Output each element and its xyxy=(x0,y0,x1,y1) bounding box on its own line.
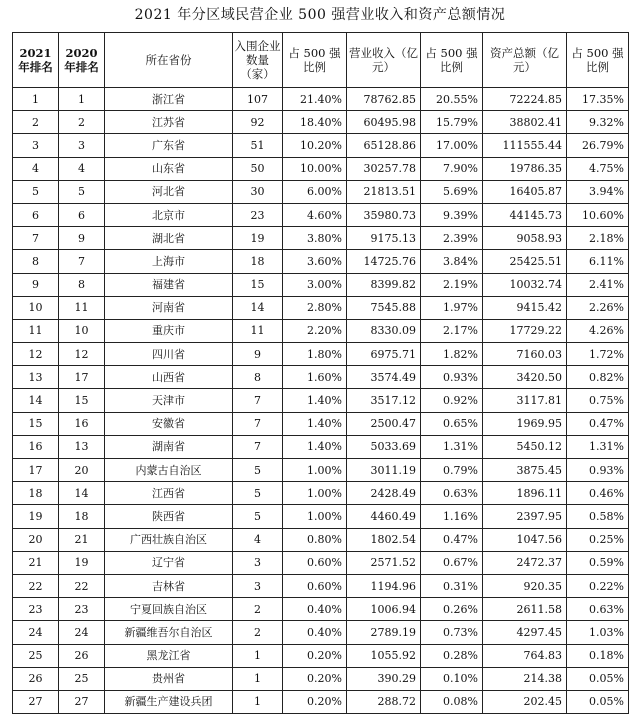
cell-rank-2021: 20 xyxy=(13,528,59,551)
cell-assets-share: 0.05% xyxy=(567,690,629,713)
cell-assets: 10032.74 xyxy=(483,273,567,296)
cell-assets: 4297.45 xyxy=(483,621,567,644)
cell-company-count: 7 xyxy=(233,412,283,435)
cell-province: 辽宁省 xyxy=(105,551,233,574)
cell-revenue: 8330.09 xyxy=(347,319,421,342)
cell-revenue: 65128.86 xyxy=(347,134,421,157)
table-row xyxy=(13,273,629,296)
cell-revenue-share: 1.31% xyxy=(421,435,483,458)
cell-province: 山西省 xyxy=(105,366,233,389)
cell-rank-2020: 9 xyxy=(59,227,105,250)
cell-rank-2020: 27 xyxy=(59,690,105,713)
cell-rank-2020: 22 xyxy=(59,574,105,597)
cell-revenue: 35980.73 xyxy=(347,203,421,226)
cell-assets: 111555.44 xyxy=(483,134,567,157)
cell-assets-share: 0.58% xyxy=(567,505,629,528)
cell-revenue-share: 0.73% xyxy=(421,621,483,644)
cell-assets-share: 26.79% xyxy=(567,134,629,157)
cell-revenue: 5033.69 xyxy=(347,435,421,458)
cell-rank-2021: 19 xyxy=(13,505,59,528)
cell-assets-share: 2.26% xyxy=(567,296,629,319)
enterprise-table xyxy=(12,32,629,714)
cell-count-share: 6.00% xyxy=(283,180,347,203)
cell-rank-2020: 18 xyxy=(59,505,105,528)
cell-rank-2021: 16 xyxy=(13,435,59,458)
cell-assets: 202.45 xyxy=(483,690,567,713)
cell-assets-share: 0.46% xyxy=(567,482,629,505)
cell-company-count: 15 xyxy=(233,273,283,296)
cell-count-share: 0.40% xyxy=(283,598,347,621)
cell-assets-share: 1.03% xyxy=(567,621,629,644)
cell-province: 湖南省 xyxy=(105,435,233,458)
cell-rank-2020: 25 xyxy=(59,667,105,690)
cell-company-count: 4 xyxy=(233,528,283,551)
cell-province: 吉林省 xyxy=(105,574,233,597)
cell-rank-2021: 11 xyxy=(13,319,59,342)
table-row xyxy=(13,667,629,690)
cell-company-count: 7 xyxy=(233,435,283,458)
cell-revenue: 30257.78 xyxy=(347,157,421,180)
cell-rank-2020: 15 xyxy=(59,389,105,412)
cell-province: 贵州省 xyxy=(105,667,233,690)
cell-assets-share: 10.60% xyxy=(567,203,629,226)
cell-rank-2021: 15 xyxy=(13,412,59,435)
cell-count-share: 0.20% xyxy=(283,667,347,690)
cell-revenue: 288.72 xyxy=(347,690,421,713)
cell-revenue: 1802.54 xyxy=(347,528,421,551)
cell-company-count: 23 xyxy=(233,203,283,226)
table-row xyxy=(13,598,629,621)
cell-rank-2021: 24 xyxy=(13,621,59,644)
cell-company-count: 1 xyxy=(233,667,283,690)
cell-revenue: 2571.52 xyxy=(347,551,421,574)
cell-rank-2020: 8 xyxy=(59,273,105,296)
cell-assets-share: 0.05% xyxy=(567,667,629,690)
header-province: 所在省份 xyxy=(105,33,233,88)
cell-revenue-share: 7.90% xyxy=(421,157,483,180)
cell-revenue-share: 0.08% xyxy=(421,690,483,713)
cell-revenue: 2428.49 xyxy=(347,482,421,505)
cell-rank-2020: 6 xyxy=(59,203,105,226)
cell-assets: 1969.95 xyxy=(483,412,567,435)
cell-assets: 2397.95 xyxy=(483,505,567,528)
header-count-share: 占 500 强比例 xyxy=(283,33,347,88)
cell-rank-2020: 10 xyxy=(59,319,105,342)
table-row xyxy=(13,203,629,226)
cell-province: 上海市 xyxy=(105,250,233,273)
cell-revenue: 2500.47 xyxy=(347,412,421,435)
cell-rank-2021: 9 xyxy=(13,273,59,296)
cell-assets-share: 0.93% xyxy=(567,459,629,482)
cell-assets-share: 1.31% xyxy=(567,435,629,458)
cell-assets-share: 4.75% xyxy=(567,157,629,180)
cell-count-share: 3.60% xyxy=(283,250,347,273)
cell-province: 江苏省 xyxy=(105,111,233,134)
cell-revenue-share: 0.67% xyxy=(421,551,483,574)
cell-assets: 17729.22 xyxy=(483,319,567,342)
table-row xyxy=(13,180,629,203)
cell-revenue-share: 0.28% xyxy=(421,644,483,667)
cell-rank-2020: 5 xyxy=(59,180,105,203)
cell-revenue: 8399.82 xyxy=(347,273,421,296)
cell-count-share: 0.40% xyxy=(283,621,347,644)
cell-assets: 1896.11 xyxy=(483,482,567,505)
cell-province: 四川省 xyxy=(105,343,233,366)
header-assets-share: 占 500 强比例 xyxy=(567,33,629,88)
cell-rank-2020: 26 xyxy=(59,644,105,667)
cell-revenue: 14725.76 xyxy=(347,250,421,273)
cell-rank-2020: 24 xyxy=(59,621,105,644)
cell-count-share: 0.80% xyxy=(283,528,347,551)
cell-revenue-share: 0.47% xyxy=(421,528,483,551)
cell-company-count: 7 xyxy=(233,389,283,412)
table-row xyxy=(13,250,629,273)
table-row xyxy=(13,157,629,180)
cell-rank-2020: 1 xyxy=(59,88,105,111)
table-row xyxy=(13,505,629,528)
cell-revenue: 1006.94 xyxy=(347,598,421,621)
cell-rank-2020: 23 xyxy=(59,598,105,621)
cell-assets: 3117.81 xyxy=(483,389,567,412)
cell-assets-share: 2.18% xyxy=(567,227,629,250)
cell-province: 河北省 xyxy=(105,180,233,203)
cell-revenue-share: 2.39% xyxy=(421,227,483,250)
cell-company-count: 1 xyxy=(233,690,283,713)
cell-assets-share: 0.75% xyxy=(567,389,629,412)
header-rank-2020: 2020 年排名 xyxy=(59,33,105,88)
table-row xyxy=(13,88,629,111)
table-body xyxy=(13,88,629,714)
cell-assets: 2472.37 xyxy=(483,551,567,574)
cell-rank-2021: 27 xyxy=(13,690,59,713)
table-title: 2021 年分区域民营企业 500 强营业收入和资产总额情况 xyxy=(134,7,506,23)
cell-company-count: 19 xyxy=(233,227,283,250)
table-row xyxy=(13,134,629,157)
table-row xyxy=(13,459,629,482)
cell-assets: 5450.12 xyxy=(483,435,567,458)
cell-assets: 3875.45 xyxy=(483,459,567,482)
cell-assets-share: 0.47% xyxy=(567,412,629,435)
cell-rank-2020: 7 xyxy=(59,250,105,273)
cell-assets-share: 0.59% xyxy=(567,551,629,574)
cell-rank-2021: 25 xyxy=(13,644,59,667)
cell-company-count: 5 xyxy=(233,482,283,505)
cell-province: 内蒙古自治区 xyxy=(105,459,233,482)
table-row xyxy=(13,551,629,574)
cell-province: 浙江省 xyxy=(105,88,233,111)
cell-rank-2020: 12 xyxy=(59,343,105,366)
header-company-count: 入围企业数量（家） xyxy=(233,33,283,88)
cell-rank-2020: 3 xyxy=(59,134,105,157)
cell-revenue: 9175.13 xyxy=(347,227,421,250)
cell-company-count: 14 xyxy=(233,296,283,319)
cell-company-count: 51 xyxy=(233,134,283,157)
cell-assets: 38802.41 xyxy=(483,111,567,134)
cell-company-count: 3 xyxy=(233,574,283,597)
cell-assets: 16405.87 xyxy=(483,180,567,203)
cell-count-share: 2.20% xyxy=(283,319,347,342)
cell-revenue: 7545.88 xyxy=(347,296,421,319)
cell-company-count: 5 xyxy=(233,505,283,528)
cell-rank-2021: 14 xyxy=(13,389,59,412)
table-row xyxy=(13,435,629,458)
cell-rank-2020: 20 xyxy=(59,459,105,482)
table-row xyxy=(13,343,629,366)
cell-assets-share: 0.18% xyxy=(567,644,629,667)
cell-revenue-share: 0.79% xyxy=(421,459,483,482)
cell-company-count: 5 xyxy=(233,459,283,482)
cell-count-share: 1.40% xyxy=(283,389,347,412)
cell-assets-share: 9.32% xyxy=(567,111,629,134)
cell-count-share: 4.60% xyxy=(283,203,347,226)
cell-count-share: 0.20% xyxy=(283,690,347,713)
cell-revenue: 390.29 xyxy=(347,667,421,690)
cell-revenue-share: 2.17% xyxy=(421,319,483,342)
table-row xyxy=(13,690,629,713)
cell-revenue-share: 20.55% xyxy=(421,88,483,111)
cell-assets-share: 0.25% xyxy=(567,528,629,551)
cell-province: 黑龙江省 xyxy=(105,644,233,667)
cell-province: 天津市 xyxy=(105,389,233,412)
cell-revenue-share: 0.31% xyxy=(421,574,483,597)
header-revenue-share: 占 500 强比例 xyxy=(421,33,483,88)
cell-rank-2021: 3 xyxy=(13,134,59,157)
cell-count-share: 21.40% xyxy=(283,88,347,111)
cell-province: 新疆生产建设兵团 xyxy=(105,690,233,713)
cell-province: 福建省 xyxy=(105,273,233,296)
cell-province: 安徽省 xyxy=(105,412,233,435)
cell-revenue: 6975.71 xyxy=(347,343,421,366)
cell-rank-2021: 26 xyxy=(13,667,59,690)
cell-rank-2021: 21 xyxy=(13,551,59,574)
cell-revenue: 60495.98 xyxy=(347,111,421,134)
cell-assets: 72224.85 xyxy=(483,88,567,111)
cell-assets: 3420.50 xyxy=(483,366,567,389)
cell-revenue: 2789.19 xyxy=(347,621,421,644)
cell-revenue-share: 1.82% xyxy=(421,343,483,366)
cell-revenue-share: 17.00% xyxy=(421,134,483,157)
cell-assets-share: 17.35% xyxy=(567,88,629,111)
cell-count-share: 1.40% xyxy=(283,412,347,435)
cell-company-count: 11 xyxy=(233,319,283,342)
cell-assets-share: 6.11% xyxy=(567,250,629,273)
table-row xyxy=(13,389,629,412)
cell-rank-2021: 2 xyxy=(13,111,59,134)
cell-province: 山东省 xyxy=(105,157,233,180)
cell-assets: 214.38 xyxy=(483,667,567,690)
cell-revenue: 3574.49 xyxy=(347,366,421,389)
cell-count-share: 1.80% xyxy=(283,343,347,366)
cell-rank-2020: 16 xyxy=(59,412,105,435)
cell-rank-2021: 18 xyxy=(13,482,59,505)
cell-province: 广东省 xyxy=(105,134,233,157)
cell-revenue-share: 0.93% xyxy=(421,366,483,389)
cell-company-count: 107 xyxy=(233,88,283,111)
cell-count-share: 3.80% xyxy=(283,227,347,250)
cell-assets: 764.83 xyxy=(483,644,567,667)
cell-province: 重庆市 xyxy=(105,319,233,342)
cell-rank-2020: 11 xyxy=(59,296,105,319)
cell-rank-2021: 5 xyxy=(13,180,59,203)
cell-rank-2020: 17 xyxy=(59,366,105,389)
cell-assets: 44145.73 xyxy=(483,203,567,226)
cell-revenue-share: 2.19% xyxy=(421,273,483,296)
cell-rank-2021: 10 xyxy=(13,296,59,319)
cell-count-share: 10.00% xyxy=(283,157,347,180)
cell-count-share: 1.00% xyxy=(283,482,347,505)
cell-province: 江西省 xyxy=(105,482,233,505)
cell-assets: 1047.56 xyxy=(483,528,567,551)
table-row xyxy=(13,644,629,667)
header-row xyxy=(13,33,629,88)
cell-revenue-share: 1.97% xyxy=(421,296,483,319)
table-row xyxy=(13,366,629,389)
cell-rank-2020: 4 xyxy=(59,157,105,180)
cell-revenue-share: 5.69% xyxy=(421,180,483,203)
cell-revenue-share: 3.84% xyxy=(421,250,483,273)
cell-assets-share: 0.63% xyxy=(567,598,629,621)
cell-assets-share: 0.82% xyxy=(567,366,629,389)
cell-revenue-share: 15.79% xyxy=(421,111,483,134)
table-row xyxy=(13,621,629,644)
cell-assets-share: 1.72% xyxy=(567,343,629,366)
cell-count-share: 3.00% xyxy=(283,273,347,296)
table-row xyxy=(13,574,629,597)
cell-revenue: 21813.51 xyxy=(347,180,421,203)
cell-company-count: 3 xyxy=(233,551,283,574)
cell-rank-2021: 7 xyxy=(13,227,59,250)
cell-assets-share: 4.26% xyxy=(567,319,629,342)
cell-province: 河南省 xyxy=(105,296,233,319)
cell-province: 北京市 xyxy=(105,203,233,226)
cell-company-count: 9 xyxy=(233,343,283,366)
cell-rank-2021: 17 xyxy=(13,459,59,482)
table-row xyxy=(13,528,629,551)
cell-company-count: 92 xyxy=(233,111,283,134)
cell-count-share: 1.00% xyxy=(283,505,347,528)
cell-province: 宁夏回族自治区 xyxy=(105,598,233,621)
cell-revenue: 4460.49 xyxy=(347,505,421,528)
cell-rank-2021: 12 xyxy=(13,343,59,366)
cell-revenue: 3011.19 xyxy=(347,459,421,482)
cell-company-count: 50 xyxy=(233,157,283,180)
header-rank-2021: 2021 年排名 xyxy=(13,33,59,88)
cell-rank-2021: 23 xyxy=(13,598,59,621)
cell-province: 新疆维吾尔自治区 xyxy=(105,621,233,644)
cell-assets: 9058.93 xyxy=(483,227,567,250)
cell-rank-2020: 14 xyxy=(59,482,105,505)
cell-count-share: 10.20% xyxy=(283,134,347,157)
cell-count-share: 2.80% xyxy=(283,296,347,319)
cell-count-share: 18.40% xyxy=(283,111,347,134)
cell-province: 陕西省 xyxy=(105,505,233,528)
table-row xyxy=(13,412,629,435)
cell-company-count: 18 xyxy=(233,250,283,273)
cell-assets: 25425.51 xyxy=(483,250,567,273)
cell-count-share: 1.40% xyxy=(283,435,347,458)
cell-assets: 9415.42 xyxy=(483,296,567,319)
cell-company-count: 30 xyxy=(233,180,283,203)
cell-assets-share: 0.22% xyxy=(567,574,629,597)
cell-count-share: 0.60% xyxy=(283,551,347,574)
cell-rank-2020: 2 xyxy=(59,111,105,134)
cell-rank-2020: 13 xyxy=(59,435,105,458)
cell-revenue-share: 9.39% xyxy=(421,203,483,226)
cell-assets: 7160.03 xyxy=(483,343,567,366)
cell-rank-2021: 6 xyxy=(13,203,59,226)
cell-rank-2020: 19 xyxy=(59,551,105,574)
cell-rank-2021: 8 xyxy=(13,250,59,273)
cell-count-share: 1.00% xyxy=(283,459,347,482)
cell-rank-2021: 13 xyxy=(13,366,59,389)
table-row xyxy=(13,319,629,342)
cell-revenue: 3517.12 xyxy=(347,389,421,412)
cell-count-share: 1.60% xyxy=(283,366,347,389)
cell-assets: 2611.58 xyxy=(483,598,567,621)
cell-revenue-share: 0.10% xyxy=(421,667,483,690)
cell-rank-2020: 21 xyxy=(59,528,105,551)
table-row xyxy=(13,111,629,134)
cell-count-share: 0.60% xyxy=(283,574,347,597)
cell-assets: 19786.35 xyxy=(483,157,567,180)
cell-revenue: 1194.96 xyxy=(347,574,421,597)
cell-province: 广西壮族自治区 xyxy=(105,528,233,551)
cell-revenue-share: 1.16% xyxy=(421,505,483,528)
table-row xyxy=(13,482,629,505)
cell-revenue-share: 0.26% xyxy=(421,598,483,621)
cell-assets-share: 2.41% xyxy=(567,273,629,296)
table-row xyxy=(13,296,629,319)
cell-revenue-share: 0.65% xyxy=(421,412,483,435)
cell-province: 湖北省 xyxy=(105,227,233,250)
cell-revenue-share: 0.63% xyxy=(421,482,483,505)
cell-count-share: 0.20% xyxy=(283,644,347,667)
header-assets: 资产总额（亿元） xyxy=(483,33,567,88)
cell-rank-2021: 4 xyxy=(13,157,59,180)
cell-assets-share: 3.94% xyxy=(567,180,629,203)
header-revenue: 营业收入（亿元） xyxy=(347,33,421,88)
cell-company-count: 2 xyxy=(233,621,283,644)
cell-revenue: 1055.92 xyxy=(347,644,421,667)
cell-revenue-share: 0.92% xyxy=(421,389,483,412)
cell-company-count: 8 xyxy=(233,366,283,389)
table-row xyxy=(13,227,629,250)
cell-revenue: 78762.85 xyxy=(347,88,421,111)
cell-rank-2021: 22 xyxy=(13,574,59,597)
cell-assets: 920.35 xyxy=(483,574,567,597)
cell-company-count: 1 xyxy=(233,644,283,667)
cell-company-count: 2 xyxy=(233,598,283,621)
cell-rank-2021: 1 xyxy=(13,88,59,111)
